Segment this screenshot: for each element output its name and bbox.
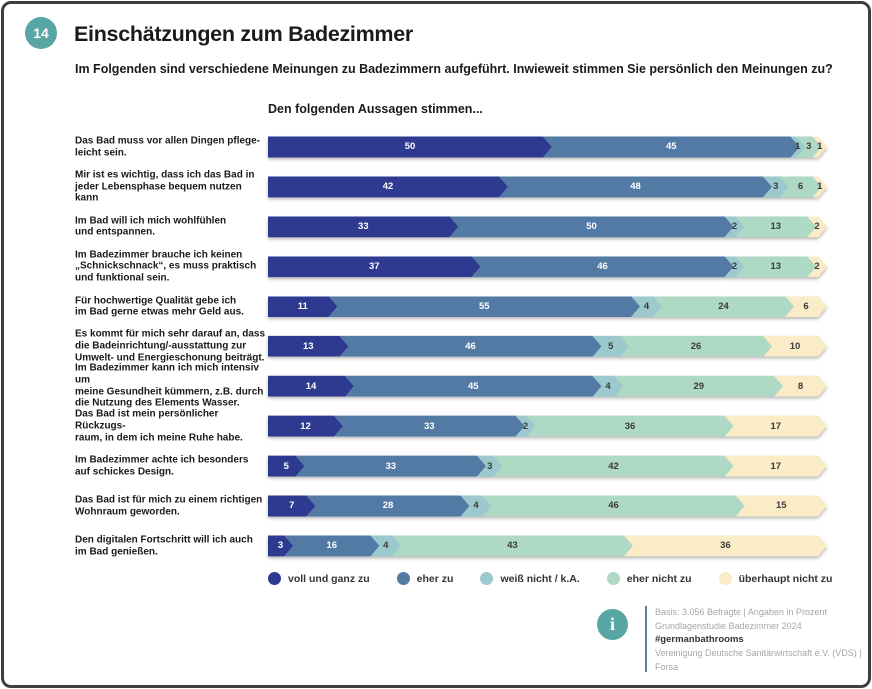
chart-row (0, 247, 872, 287)
segment-value: 42 (382, 181, 394, 193)
footer-divider (645, 606, 647, 672)
legend-label: eher zu (416, 572, 454, 585)
segment-value: 37 (368, 261, 380, 273)
segment-value: 13 (302, 340, 314, 352)
segment-value: 3 (806, 141, 812, 153)
segment-value: 36 (720, 540, 731, 552)
legend-item (480, 572, 579, 585)
segment-value: 1 (817, 181, 823, 193)
row-label: Das Bad muss vor allen Dingen pflege- leicht sein. (75, 135, 261, 158)
segment-value: 16 (326, 540, 338, 552)
segment-value: 4 (473, 500, 479, 512)
segment-value: 33 (357, 221, 369, 233)
legend-item (607, 572, 692, 585)
chart-row (0, 287, 872, 327)
segment-value: 33 (423, 420, 435, 432)
stacked-bar (268, 535, 827, 556)
row-label: Für hochwertige Qualität gebe ich im Bad gerne etwas mehr Geld aus. (75, 294, 244, 318)
stacked-bar (268, 216, 827, 237)
segment-value: 6 (797, 181, 804, 193)
row-label: Das Bad ist mein persönlicher Rückzugs- raum, in dem ich meine Ruhe habe. (75, 408, 243, 444)
segment-value: 4 (643, 301, 650, 312)
row-label: Im Badezimmer achte ich besonders auf schickes Design. (75, 454, 249, 478)
segment-value: 2 (522, 420, 529, 432)
legend-dot-icon (607, 572, 620, 585)
legend-label: überhaupt nicht zu (738, 572, 833, 585)
footer-line: Forsa (655, 661, 679, 672)
segment-value: 33 (385, 460, 397, 472)
segment-value: 12 (300, 420, 311, 432)
segment-value: 36 (624, 420, 636, 432)
segment-value: 46 (597, 261, 608, 273)
segment-value: 5 (608, 340, 614, 352)
row-label: Im Bad will ich mich wohlfühlen und entspannen. (75, 215, 227, 238)
stacked-bar (268, 456, 827, 477)
chart-row (0, 207, 872, 247)
chart-row (0, 127, 872, 167)
chart-row (0, 362, 872, 409)
chart-row (0, 326, 872, 366)
segment-value: 2 (814, 221, 820, 233)
segment-value: 43 (507, 540, 518, 552)
stacked-bar (268, 296, 827, 317)
chart-row (0, 167, 872, 207)
segment-value: 4 (605, 380, 611, 392)
segment-value: 10 (789, 340, 801, 352)
chart-row (0, 526, 872, 566)
segment-value: 50 (404, 141, 416, 153)
chart-row (0, 446, 872, 486)
row-label: Im Badezimmer brauche ich keinen „Schnickschnack“, es muss praktisch und funktional sein. (75, 249, 257, 284)
stacked-bar (268, 416, 827, 437)
segment-value: 48 (630, 181, 641, 193)
row-label: Es kommt für mich sehr darauf an, dass die Badeinrichtung/-ausstattung zur Umwelt- und Energieschonung beiträgt. (75, 328, 266, 364)
footer-line: Vereinigung Deutsche Sanitärwirtschaft e.V. (VDS) | (655, 648, 862, 659)
legend-label: eher nicht zu (626, 572, 692, 585)
segment-value: 13 (770, 221, 782, 233)
segment-value: 1 (817, 141, 823, 153)
segment-value: 7 (289, 500, 295, 512)
segment-value: 24 (718, 301, 729, 312)
segment-value: 6 (803, 301, 809, 312)
stacked-bar (268, 176, 827, 197)
stacked-bar (268, 136, 827, 157)
segment-value: 1 (795, 141, 801, 153)
segment-value: 17 (770, 420, 782, 432)
legend-dot-icon (719, 572, 732, 585)
segment-value: 26 (690, 340, 702, 352)
chart-row (0, 486, 872, 526)
footer-line: #germanbathrooms (655, 634, 744, 645)
segment-value: 46 (608, 500, 619, 512)
page-title: Einschätzungen zum Badezimmer (74, 22, 413, 46)
stacked-bar (268, 336, 827, 357)
slide-number-badge: 14 (25, 17, 57, 49)
segment-value: 42 (608, 460, 619, 472)
legend-item (397, 572, 454, 585)
segment-value: 2 (814, 261, 820, 273)
legend-label: voll und ganz zu (288, 572, 370, 585)
info-icon: i (597, 609, 628, 640)
legend-item (719, 572, 833, 585)
stacked-bar (268, 376, 827, 397)
chart-heading: Den folgenden Aussagen stimmen... (268, 102, 483, 116)
segment-value: 45 (665, 141, 677, 153)
segment-value: 13 (770, 261, 782, 273)
legend-item (268, 572, 370, 585)
segment-value: 4 (383, 540, 389, 552)
stacked-bar (268, 256, 827, 277)
segment-value: 29 (693, 380, 705, 392)
segment-value: 14 (305, 380, 317, 392)
segment-value: 3 (277, 540, 284, 552)
chart-row (0, 406, 872, 446)
legend-label: weiß nicht / k.A. (500, 572, 580, 585)
segment-value: 55 (478, 301, 490, 312)
row-label: Im Badezimmer kann ich mich intensiv um meine Gesundheit kümmern, z.B. durch die Nutzung des Elements Wasser. (75, 362, 264, 409)
segment-value: 45 (467, 380, 479, 392)
segment-value: 17 (770, 460, 782, 472)
footer (597, 606, 872, 674)
segment-value: 8 (797, 380, 804, 392)
legend-dot-icon (268, 572, 281, 585)
row-label: Den digitalen Fortschritt will ich auch im Bad genießen. (75, 534, 253, 557)
chart-rows (0, 127, 872, 566)
segment-value: 2 (731, 221, 738, 233)
segment-value: 11 (297, 301, 308, 312)
row-label: Das Bad ist für mich zu einem richtigen Wohnraum geworden. (75, 494, 263, 517)
segment-value: 46 (465, 340, 476, 352)
segment-value: 3 (773, 181, 779, 193)
chart-legend (268, 572, 832, 585)
footer-line: Grundlagenstudie Badezimmer 2024 (655, 620, 802, 631)
segment-value: 3 (487, 460, 493, 472)
legend-dot-icon (480, 572, 493, 585)
segment-value: 5 (283, 460, 289, 472)
segment-value: 50 (586, 221, 597, 233)
page-subtitle: Im Folgenden sind verschiedene Meinungen zu Badezimmern aufgeführt. Inwieweit stimmen Sie persönlich den Meinungen zu? (75, 62, 833, 76)
row-label: Mir ist es wichtig, dass ich das Bad in jeder Lebensphase bequem nutzen kann (75, 169, 255, 204)
legend-dot-icon (397, 572, 410, 585)
segment-value: 28 (382, 500, 394, 512)
segment-value: 15 (775, 500, 787, 512)
footer-source-text (655, 606, 872, 674)
footer-line: Basis: 3.056 Befragte | Angaben in Prozent (655, 607, 827, 617)
segment-value: 2 (731, 261, 738, 273)
stacked-bar (268, 495, 827, 516)
